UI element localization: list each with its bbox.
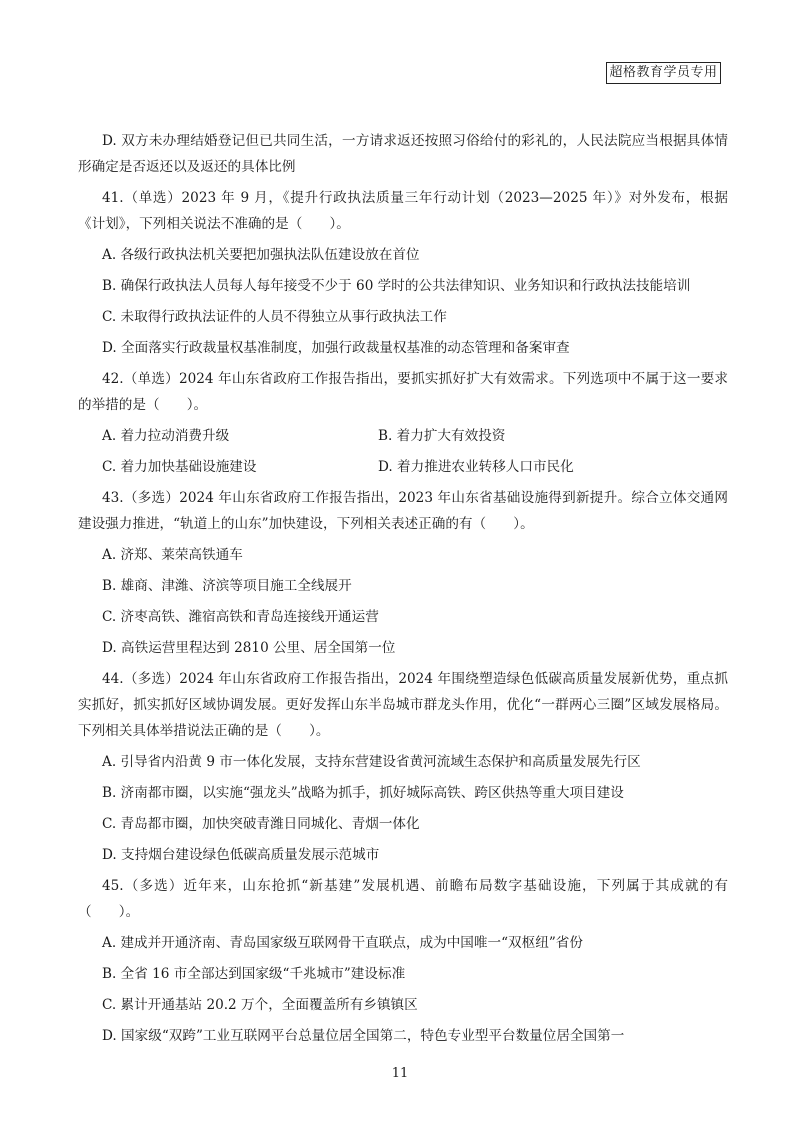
question-42-option-d: D. 着力推进农业转移人口市民化 [378, 459, 574, 475]
question-45-stem: 45.（多选）近年来，山东抢抓“新基建”发展机遇、前瞻布局数字基础设施，下列属于其成就的有（ ）。 [78, 878, 728, 920]
question-42-option-a: A. 着力拉动消费升级 [102, 428, 230, 444]
question-43-option-d: D. 高铁运营里程达到 2810 公里、居全国第一位 [102, 640, 396, 656]
question-44-option-a: A. 引导省内沿黄 9 市一体化发展，支持东营建设省黄河流域生态保护和高质量发展先行区 [102, 754, 641, 770]
question-41-option-a: A. 各级行政执法机关要把加强执法队伍建设放在首位 [102, 247, 420, 263]
page-number: 11 [391, 1066, 409, 1081]
question-41-option-d: D. 全面落实行政裁量权基准制度，加强行政裁量权基准的动态管理和备案审查 [102, 340, 570, 356]
prev-question-option-d: D. 双方未办理结婚登记但已共同生活，一方请求返还按照习俗给付的彩礼的，人民法院应当根据具体情形确定是否返还以及返还的具体比例 [78, 133, 728, 175]
question-45-option-b: B. 全省 16 市全部达到国家级“千兆城市”建设标准 [102, 966, 406, 982]
question-44-option-c: C. 青岛都市圈，加快突破青潍日同城化、青烟一体化 [102, 816, 420, 832]
question-42-stem: 42.（单选）2024 年山东省政府工作报告指出，要抓实抓好扩大有效需求。下列选项中不属于这一要求的举措的是（ ）。 [78, 371, 728, 413]
question-41-stem: 41.（单选）2023 年 9 月，《提升行政执法质量三年行动计划（2023—2025 年）》对外发布，根据《计划》，下列相关说法不准确的是（ ）。 [78, 190, 728, 232]
question-43-stem: 43.（多选）2024 年山东省政府工作报告指出，2023 年山东省基础设施得到新提升。综合立体交通网建设强力推进，“轨道上的山东”加快建设，下列相关表述正确的有（ ）。 [78, 490, 728, 532]
question-43-option-a: A. 济郑、莱荣高铁通车 [102, 547, 243, 563]
question-45-option-d: D. 国家级“双跨”工业互联网平台总量位居全国第二，特色专业型平台数量位居全国第一 [102, 1028, 625, 1044]
question-42-option-b: B. 着力扩大有效投资 [378, 428, 506, 444]
question-43-option-c: C. 济枣高铁、潍宿高铁和青岛连接线开通运营 [102, 609, 379, 625]
question-42-option-c: C. 着力加快基础设施建设 [102, 459, 257, 475]
question-43-option-b: B. 雄商、津潍、济滨等项目施工全线展开 [102, 578, 352, 594]
question-44-option-b: B. 济南都市圈，以实施“强龙头”战略为抓手，抓好城际高铁、跨区供热等重大项目建设 [102, 785, 624, 801]
question-41-option-c: C. 未取得行政执法证件的人员不得独立从事行政执法工作 [102, 309, 447, 325]
question-45-option-a: A. 建成并开通济南、青岛国家级互联网骨干直联点，成为中国唯一“双枢纽”省份 [102, 935, 583, 951]
question-42-options-row-1 [78, 423, 728, 449]
header-label: 超格教育学员专用 [606, 62, 721, 84]
question-42-options-row-2 [78, 454, 728, 480]
question-44-option-d: D. 支持烟台建设绿色低碳高质量发展示范城市 [102, 847, 380, 863]
question-44-stem: 44.（多选）2024 年山东省政府工作报告指出，2024 年围绕塑造绿色低碳高质量发展新优势，重点抓实抓好，抓实抓好区域协调发展。更好发挥山东半岛城市群龙头作用，优化“一群两心三圈”区域发展格局。下列相关具体举措说法正确的是（ ）。 [78, 671, 728, 739]
page-content [78, 128, 728, 1054]
question-45-option-c: C. 累计开通基站 20.2 万个，全面覆盖所有乡镇镇区 [102, 997, 418, 1013]
question-41-option-b: B. 确保行政执法人员每人每年接受不少于 60 学时的公共法律知识、业务知识和行政执法技能培训 [102, 278, 691, 294]
